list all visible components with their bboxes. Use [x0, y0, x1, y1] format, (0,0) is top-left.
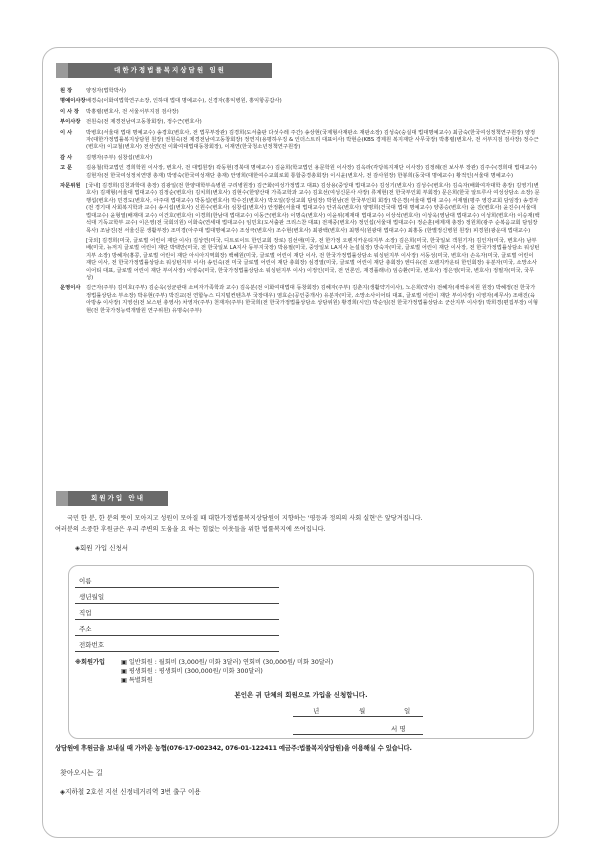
officer-names: 김용철(학교법인 경희학원 이사장, 변호사, 전 대법원장) 곽동현(경북대 명예교수) 김윤희(학교법인 용문학원 이사장) 김옥라(각당복지재단 이사장) 김정례(전 보사부 장관) 김주수(경희대 법대교수) 김현자(전 한국여성정치연맹 총재) 박영숙(한국여성재단 총재) 안영희(대한여수교회로회 통합중경총회장) 이시윤(변호사, 전 감사원장) 한봉희(동국대 명예교수) 황적인(서울대 명예교수)	[86, 165, 537, 179]
officer-role: 원 장	[60, 88, 73, 94]
directions-title: 찾아오시는 길	[60, 769, 103, 777]
signature-line	[293, 734, 423, 735]
officer-names: 박홍렬(변호사, 전 서울서부지검 검사장)	[86, 108, 179, 115]
phone-field[interactable]: 전화번호	[75, 638, 279, 652]
officer-names: 전원숙(전 제경전남여고동창회장), 정수근(변호사)	[86, 119, 202, 126]
name-field[interactable]: 이름	[75, 574, 279, 588]
officers-list	[60, 88, 540, 318]
officer-role: 운영이사	[60, 285, 81, 292]
option-special[interactable]: ▣ 특별회원	[121, 677, 153, 684]
date-year: 년	[313, 707, 320, 715]
officer-role	[60, 238, 86, 282]
form-label: ◈회원 가입 신청서	[75, 544, 129, 552]
application-statement: 본인은 귀 단체의 회원으로 가입을 신청합니다.	[234, 691, 368, 699]
officer-names: 양정자(법학박사)	[86, 88, 126, 94]
officer-role: 자문위원	[60, 183, 81, 190]
officer-role: 부이사장	[60, 119, 81, 126]
officer-row	[60, 238, 540, 282]
date-day: 일	[404, 707, 411, 715]
membership-title: 회원가입 안내	[68, 491, 168, 506]
occupation-field[interactable]: 직업	[75, 606, 279, 620]
address-field[interactable]: 주소	[75, 622, 279, 636]
officer-row	[60, 183, 540, 235]
officer-row	[60, 155, 540, 162]
intro-line-1: 국민 한 분, 한 분의 뜻이 모아지고 성원이 모아질 때 대한가정법률복지상담원이 지향하는 '평등과 정의의 사회 실현'은 앞당겨집니다.	[67, 515, 423, 522]
officer-names: 박병호(서울대 법대 명예교수) 송경호(변호사, 전 법무부장관) 김경희(도서출판 다섯수레 주간) 송상현(국제형사재판소 재판소장) 김성숙(숭실대 법대명예교수) 최금숙(한국여성정책연구원장) 양정자(대한가정법률복지상담원 원장) 권원숙(전 제경전남여고동창회장) 정연지(용평하우징 & 인더스트리 대표이사) 박현순(KBS 경제원 복지재단 사무국장) 박홍렬(변호사, 전 서부지검 검사장) 정수근(변호사) 이교철(변호사) 전상연(전 이화여대법대동창회장), 이재연(한국청소년정책연구원장)	[86, 129, 539, 151]
membership-form	[68, 565, 534, 739]
officer-row	[60, 165, 540, 180]
officer-row	[60, 130, 540, 152]
officer-names: [국외] 김경희(미국, 글로벌 어린이 재단 이사) 김상연(미국, 디트로이트 한인교회 장로) 김선애(미국, 전 한가정 오렌지카운티지부 소장) 김은희(미국, 한국일보 객원기자) 김인자(미국, 변호사) 남부배(미국, 뉴저지 글로벌 어린이 재단 박택만(미국, 전 한국일보 LA지사 동부지국장) 박용필(미국, 중앙일보 LA지사 논설실장) 방숙자(미국, 글로벌 어린이 재단 이사장, 전 한국가정법률상담소 워싱턴지부 소장) 방혜자(홍콩, 글로벌 어린이 재단 아시아지역회장) 백혜원(미국, 글로벌 어린이 재단 이사, 전 한국가정법률상담소 워싱턴지부 이사장) 서동성(미국, 변호사) 손옥자(미국, 글로벌 어린이 재단 이사, 전 한국가정법률상담소 워싱턴지부 이사) 송인숙(전 미국 글로벌 어린이 재단 총회장) 심경열(미국, 글로벌 어린이 재단 총회장) 엔디유(전 오렌지카운티 한인회장) 유분자(미국, 소망소사이어티 대표, 글로벌 어린이 재단 부이사장) 이영숙(미국, 한국가정법률상담소 워싱턴지부 이사) 이정인(미국, 전 언론인, 재경플래너) 임승환(미국, 변호사) 정은영(미국, 변호사) 정필자(미국, 국무성)	[86, 237, 540, 281]
officers-title: 대한가정법률복지상담원 임원	[68, 63, 272, 78]
officer-names: 김행자(주부) 심창섭(변호사)	[86, 154, 153, 161]
option-lifetime[interactable]: ▣ 평생회원 : 평생회비 (300,000원/ 미화 300달러)	[121, 668, 263, 675]
officer-names: [국내] 김경희(김천과학대 총장) 김광일(전 한양대학부속병원 구리병원장) 김근화(여성가정법고 대표) 김상용(중앙대 법대교수) 김성기(변호사) 김성수(변호사) 김숙자(배화여자대학 총장) 김영기(변호사) 김재형(서울대 법대교수) 김정순(변호사) 김치희(변호사) 김현수(한양산대 가족교학과 교수) 김효선(여성신문사 사장) 류계현(전 한국부인회 부회장) 문은희(한국 알트루사 여성상담소 소장) 문행섭(변호사) 민경도(변호사, 아주대 법대교수) 박동섭(변호사) 박수진(변호사) 박오일(강성교회 담임장) 박원남(전 한국부인회 회장) 박은경(서울대 법대 교수) 서재필(평주 영강교회 담임장) 송경자(전 경기대 사회복지학과 교수) 송시섭(변호사) 신원수(변호사) 심창섭(변호사) 안정환(서울대 법대교수) 안귀옥(변호사) 양명희(건국대 법대 명예교수) 양종승(변호사) 윤 진(변호사) 윤진수(서울대 법대교수) 윤형열(배재대 교수) 이건호(변호사) 이경희(한남대 법대교수) 이동근(변호사) 이명숙(변호사) 이윤위(제재대 법대교수) 이상석(변호사) 이상욱(영남대 법대교수) 이성희(변호사) 이승재(백석대 기독교학부 교수) 이은영(전 국회의원) 이화숙(연세대 법대교수) 임민호(도서출판 크리스찬 대표) 전재중(변호사) 정인섭(서울대 법대교수) 정순훈(에제재 총장) 정원희(광주 순복음교회 담임장 목사) 조남진(전 서울신문 생활부장) 조미경(아주대 법대명예교수) 조성극(변호사) 조수현(변호사) 최광백(변호사) 최행식(원광대 법대교수) 최홍동 (한별정신병원 원장) 피경원(광운대 법대교수)	[86, 183, 540, 234]
officer-row	[60, 119, 540, 126]
officer-role: 명예이사장	[60, 98, 86, 105]
option-regular[interactable]: ▣ 일반회원 : 월회비 (3,000원/ 미화 3달러) 연회비 (30,000원/ 미화 30달러)	[121, 659, 334, 666]
signature-label: 서 명	[391, 725, 406, 733]
officer-role: 고 문	[60, 165, 73, 172]
officer-row	[60, 88, 540, 95]
officer-row	[60, 285, 540, 315]
intro-line-2: 여러분의 소중한 후원금은 우리 주변의 도움을 요 하는 힘없는 이웃들을 위한 법률복지에 쓰여집니다.	[55, 526, 326, 533]
officer-row	[60, 109, 540, 116]
officer-role: 이 사	[60, 129, 73, 136]
date-month: 월	[359, 707, 366, 715]
directions-text: ◈지하철 2호선 지선 신정네거리역 3번 출구 이용	[60, 788, 201, 796]
officer-role: 감 사	[60, 154, 73, 161]
officer-role: 이 사 장	[60, 108, 80, 115]
bank-info: 상담원에 후원금을 보내실 때 가까운 농협(076-17-002342, 076-01-122411 예금주:법률복지상담원)을 이용해실 수 있습니다.	[55, 744, 412, 752]
officer-names: 김근자(주부) 김미호(주부) 김순옥(성균관대 소비자가족학과 교수) 김옥분(전 이화여대법대 동창회장) 김혜자(주부) 김춘지(생활약기이사), 노은희(약사) 전혜자(새싹유치원 원장) 박혜정(전 한국가정법률상담소 부소장) 박유현(주부) 박진교(전 연합뉴스 디지털컨텐츠부 국장대우) 염효순(공인중개사) 유분자(미국, 소망소사이어티 대표, 글로벌 어린이 재단 부이사장) 이영자(세무사) 조애진(육아방송 이사장) 지영선(전 보스턴 총영사) 차영자(주부) 천재자(주부) 한국희(전 한국가정법률상담소 상담위원) 황경희(시인) 박순임(전 한국가정법률상담소 군산지부 이사장) 박희경(편집부장) 이형현(전 한국가정능력개발원 연구위원) 유명숙(주부)	[86, 285, 538, 314]
birthdate-field[interactable]: 생년월일	[75, 590, 279, 604]
date-line	[293, 716, 423, 717]
officer-names: 배경숙(이화여법학연구소장, 인하대 법대 명예교수), 신경자(홍익병원, 홍익항공갑사)	[86, 98, 282, 105]
membership-label: ※회원가입	[75, 659, 105, 666]
officer-row	[60, 98, 540, 105]
